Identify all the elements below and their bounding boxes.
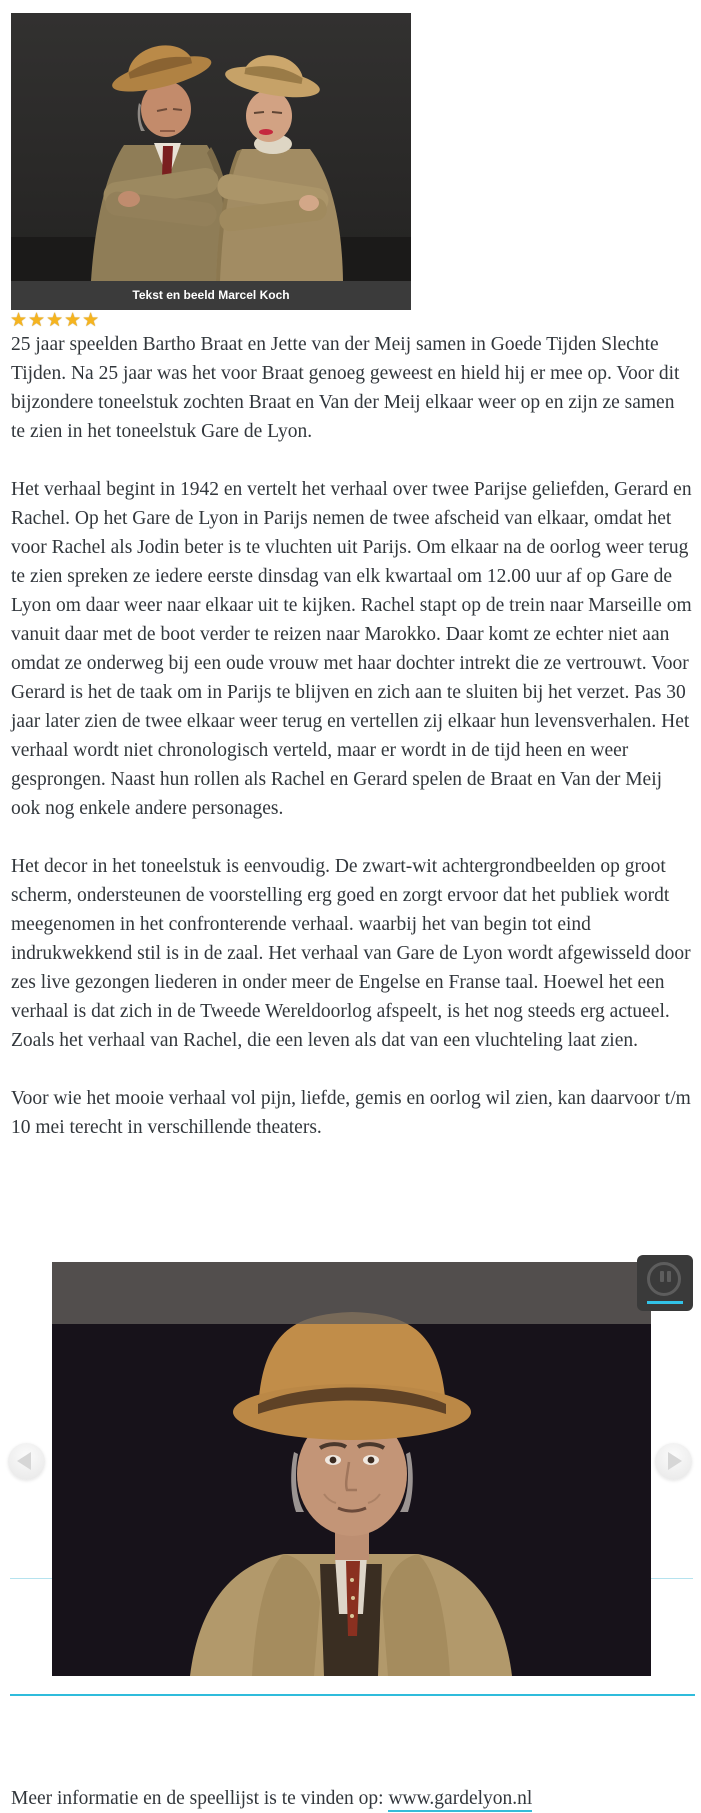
article-paragraph: 25 jaar speelden Bartho Braat en Jette van der Meij samen in Goede Tijden Slechte Tijden. Na 25 jaar was het voor Braat genoeg geweest en hield hij er mee op. Voor dit bijzondere toneelstuk zochten Braat en Van der Meij elkaar weer op en zijn ze samen te zien in het toneelstuk Gare de Lyon. bbox=[11, 334, 680, 442]
carousel-next-button[interactable] bbox=[655, 1443, 692, 1480]
pause-button[interactable] bbox=[637, 1255, 693, 1311]
hero-photo-illustration bbox=[11, 13, 411, 281]
footer-text bbox=[11, 1784, 696, 1813]
article-body bbox=[11, 330, 692, 1171]
carousel-prev-button[interactable] bbox=[8, 1443, 45, 1480]
article-paragraph: Het verhaal begint in 1942 en vertelt het verhaal over twee Parijse geliefden, Gerard en Rachel. Op het Gare de Lyon in Parijs nemen de twee afscheid van elkaar, omdat het voor Rachel als Jodin beter is te vluchten uit Parijs. Om elkaar na de oorlog weer terug te zien spreken ze iedere eerste dinsdag van elk kwartaal om 12.00 uur af op Gare de Lyon om daar weer naar elkaar uit te kijken. Rachel stapt op de trein naar Marseille om vanuit daar met de boot verder te reizen naar Marokko. Daar komt ze echter niet aan omdat ze onderweg bij een oude vrouw met haar dochter intrekt die ze vertrouwt. Voor Gerard is het de taak om in Parijs te blijven en zich aan te sluiten bij het verzet. Pas 30 jaar later zien de twee elkaar weer terug en vertellen zij elkaar hun levensverhalen. Het verhaal wordt niet chronologisch verteld, maar er wordt in de tijd heen en weer gesprongen. Naast hun rollen als Rachel en Gerard spelen de Braat en Van der Meij ook nog enkele andere personages. bbox=[11, 479, 692, 819]
pause-active-indicator bbox=[647, 1301, 683, 1304]
website-link[interactable]: www.gardelyon.nl bbox=[388, 1788, 532, 1812]
chevron-right-icon bbox=[668, 1452, 682, 1470]
chevron-left-icon bbox=[17, 1452, 31, 1470]
footer-label: Meer informatie en de speellijst is te vinden op: bbox=[11, 1787, 389, 1809]
slide-photo-illustration bbox=[52, 1262, 651, 1676]
hero-figure bbox=[11, 13, 411, 310]
article-paragraph: Voor wie het mooie verhaal vol pijn, liefde, gemis en oorlog wil zien, kan daarvoor t/m 10 mei terecht in verschillende theaters. bbox=[11, 1088, 691, 1138]
article-paragraph: Het decor in het toneelstuk is eenvoudig. De zwart-wit achtergrondbeelden op groot scherm, ondersteunen de voorstelling erg goed en zorgt ervoor dat het publiek wordt meegenomen in het confronterende verhaal. waarbij het van begin tot eind indrukwekkend stil is in de zaal. Het verhaal van Gare de Lyon wordt afgewisseld door zes live gezongen liederen in onder meer de Engelse en Franse taal. Hoewel het een verhaal is dat zich in de Tweede Wereldoorlog afspeelt, is het nog steeds erg actueel. Zoals het verhaal van Rachel, die een leven als dat van een vluchteling laat zien. bbox=[11, 856, 691, 1051]
section-divider bbox=[10, 1694, 695, 1696]
carousel-slide bbox=[52, 1262, 651, 1676]
hero-photo bbox=[11, 13, 411, 281]
star-rating: ★★★★★ bbox=[10, 309, 101, 331]
hero-caption: Tekst en beeld Marcel Koch bbox=[11, 281, 411, 310]
